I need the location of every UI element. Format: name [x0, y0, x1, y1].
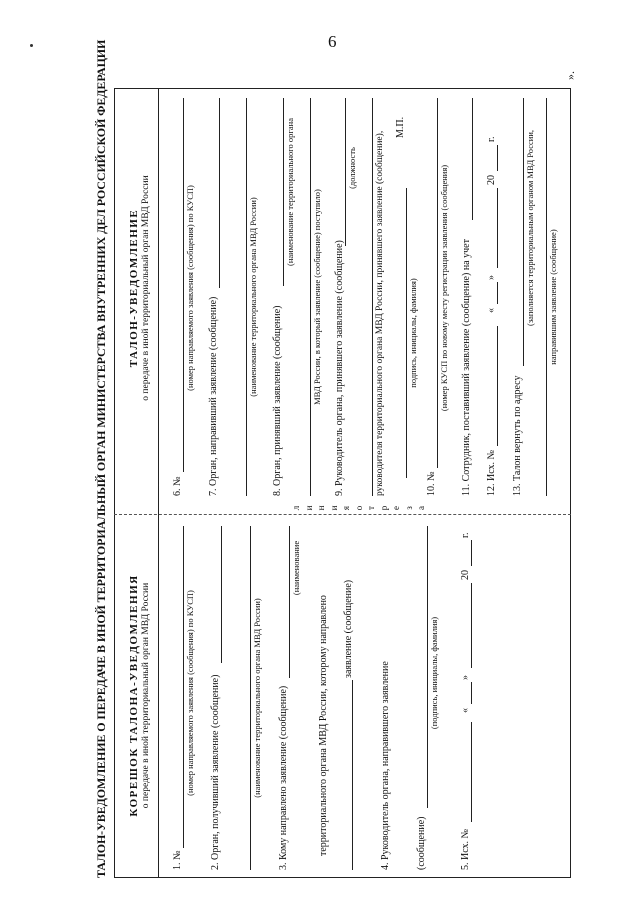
notice-field-12-day-line[interactable]: [497, 282, 498, 304]
notice-subtitle: о передаче в иной территориальный орган МВД России: [141, 175, 151, 401]
notice-field-7-line-2[interactable]: [246, 98, 247, 496]
stub-field-3-label: 3. Кому направлено заявление (сообщение): [278, 685, 289, 870]
notice-field-6-caption: (номер направляемого заявления (сообщения) по КУСП): [185, 185, 195, 391]
stub-field-2-label: 2. Орган, получивший заявление (сообщение): [210, 674, 221, 870]
notice-field-12-year: 20: [486, 175, 497, 185]
notice-field-8-line-2-text: МВД России, в который заявление (сообщение) поступило): [312, 189, 322, 405]
notice-field-7-caption: (наименование территориального органа МВД России): [248, 197, 258, 397]
notice-header: [128, 98, 152, 478]
cut-label: л и н и я о т р е з а: [291, 505, 426, 511]
notice-field-12-year-line[interactable]: [497, 145, 498, 171]
notice-field-13-line[interactable]: [523, 98, 524, 366]
stub-field-2-line[interactable]: [221, 526, 222, 663]
stub-field-3-line-3-text: заявление (сообщение): [343, 579, 354, 678]
stub-field-2-line-2[interactable]: [250, 526, 251, 870]
notice-field-12-label: 12. Исх. №: [486, 449, 497, 496]
stub-field-4-line[interactable]: [427, 526, 428, 808]
notice-field-13-caption: (заполняется территориальным органом МВД России,: [525, 129, 535, 327]
notice-field-8-line-2[interactable]: [310, 98, 311, 496]
notice-field-12-number-line[interactable]: [497, 326, 498, 446]
notice-field-9-label: 9. Руководитель органа, принявшего заявление (сообщение): [334, 240, 345, 496]
stub-field-5-day-line[interactable]: [471, 682, 472, 704]
stub-field-1-label: 1. №: [172, 850, 183, 870]
notice-field-13-label: 13. Талон вернуть по адресу: [512, 375, 523, 496]
scan-speck: [30, 44, 33, 47]
notice-field-11-label: 11. Сотрудник, поставивший заявление (сообщение) на учет: [461, 239, 472, 496]
notice-field-12-month-line[interactable]: [497, 188, 498, 268]
notice-field-6-line[interactable]: [183, 98, 184, 472]
stamp-place: М.П.: [395, 116, 406, 138]
stub-field-5-label: 5. Исх. №: [460, 828, 471, 870]
page-number: 6: [328, 32, 337, 51]
notice-field-13-caption-2: направившим заявление (сообщение): [548, 229, 558, 365]
notice-field-12-close-quote: »: [486, 275, 497, 280]
notice-field-10-caption: (номер КУСП по новому месту регистрации заявления (сообщения): [439, 164, 449, 412]
stub-field-3-line[interactable]: [289, 526, 290, 678]
notice-field-7-label: 7. Орган, направивший заявление (сообщение): [208, 296, 219, 496]
stub-field-4-prefix: (сообщение): [416, 816, 427, 870]
rotated-form: [90, 39, 572, 878]
stub-field-1-line[interactable]: [183, 526, 184, 848]
notice-field-8-caption: (наименование территориального органа: [285, 118, 295, 267]
notice-field-6-label: 6. №: [172, 476, 183, 496]
notice-field-12-open-quote: «: [486, 308, 497, 313]
stub-field-3-line-2-text: территориального органа МВД России, которому направлено: [318, 595, 329, 856]
corner-mark: ».: [563, 71, 577, 80]
stub-field-5-number-line[interactable]: [471, 722, 472, 822]
notice-field-12-year-suffix: г.: [486, 136, 497, 142]
stub-field-5-open-quote: «: [460, 708, 471, 713]
stub-field-5-year-suffix: г.: [460, 532, 471, 538]
notice-field-8-line[interactable]: [283, 98, 284, 286]
notice-field-7-line[interactable]: [219, 98, 220, 288]
notice-field-9-line-2[interactable]: [372, 98, 373, 496]
stub-field-5-year: 20: [460, 570, 471, 580]
notice-field-10-label: 10. №: [426, 471, 437, 496]
stub-field-5-close-quote: »: [460, 675, 471, 680]
notice-field-9-caption: (должность: [347, 147, 357, 189]
stub-field-3-caption: (наименование: [291, 540, 301, 596]
stub-field-3-line-3[interactable]: [352, 680, 353, 870]
notice-field-9-caption-2: подпись, инициалы, фамилия): [408, 278, 418, 388]
stub-subtitle: о передаче в иной территориальный орган МВД России: [141, 582, 151, 809]
stub-title: КОРЕШОК ТАЛОНА-УВЕДОМЛЕНИЯ: [128, 574, 140, 817]
notice-field-9-line[interactable]: [345, 98, 346, 246]
notice-field-11-line[interactable]: [472, 98, 473, 220]
stub-field-5-month-line[interactable]: [471, 583, 472, 668]
notice-field-9-line-2-text: руководителя территориального органа МВД России, принявшего заявление (сообщение),: [375, 130, 385, 496]
notice-field-13-line-2[interactable]: [546, 98, 547, 496]
stub-field-5-year-line[interactable]: [471, 540, 472, 566]
stub-field-1-caption: (номер направляемого заявления (сообщения) по КУСП): [185, 590, 195, 796]
right-header-rule: [158, 88, 159, 515]
stub-header: [128, 523, 152, 868]
stub-field-4-label: 4. Руководитель органа, направившего заявление: [380, 661, 391, 870]
notice-field-9-signature-line[interactable]: [406, 188, 407, 478]
left-header-rule: [158, 515, 159, 878]
notice-field-10-line[interactable]: [437, 98, 438, 468]
form-title: ТАЛОН-УВЕДОМЛЕНИЕ О ПЕРЕДАЧЕ В ИНОЙ ТЕРРИТОРИАЛЬНЫЙ ОРГАН МИНИСТЕРСТВА ВНУТРЕННИХ ДЕЛ РОССИЙСКОЙ ФЕДЕРАЦИИ: [94, 39, 108, 878]
stub-field-2-caption: (наименование территориального органа МВД России): [252, 598, 262, 798]
stub-field-4-caption: (подпись, инициалы, фамилия): [429, 616, 439, 730]
notice-title: ТАЛОН-УВЕДОМЛЕНИЕ: [128, 208, 140, 368]
notice-field-8-label: 8. Орган, принявший заявление (сообщение): [272, 305, 283, 496]
cut-line: [114, 514, 571, 515]
